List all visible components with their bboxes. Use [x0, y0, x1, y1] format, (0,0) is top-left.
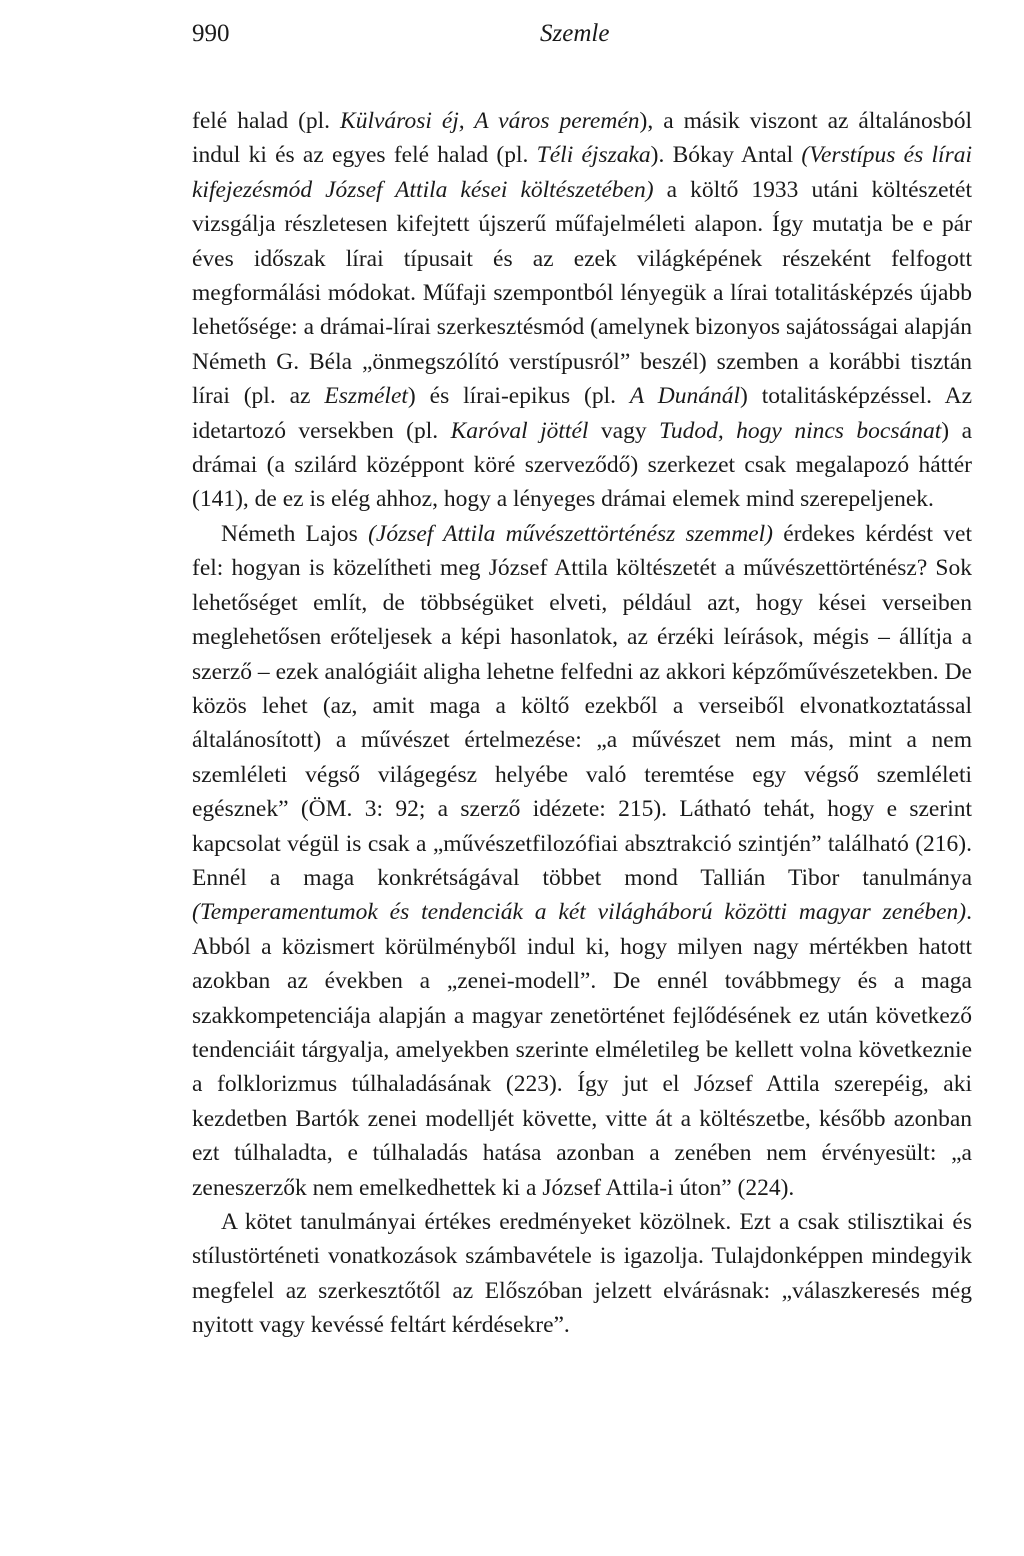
- running-title: Szemle: [540, 20, 610, 47]
- page: [192, 20, 972, 1343]
- text-run: Németh Lajos: [221, 520, 369, 547]
- text-run: ) totalitásképzéssel. Az idetartozó versekben (pl.: [192, 383, 973, 444]
- page-number: 990: [192, 20, 230, 47]
- italic-title-text: Külvárosi éj, A város peremén: [340, 108, 640, 134]
- italic-title-text: (Verstípus és lírai kifejezésmód József Attila kései költészetében): [192, 142, 972, 203]
- italic-title-text: Eszmélet: [324, 383, 408, 410]
- text-run: . Abból a közismert körülményből indul ki, hogy milyen nagy mértékben hatott azokban az években a „zenei-modell”. De ennél továbbmegy és a maga szakkompetenciája alapján a magyar zenetörténet fejlődésének ez után következő tendenciáit tárgyalja, amelyekben szerinte elméletileg be kellett volna következnie a folklorizmus túlhaladásának (223). Így jut el József Attila szerepéig, aki kezdetben Bartók zenei modelljét követte, vitte át a költészetbe, később azonban ezt túlhaladta, e túlhaladás hatása azonban a zenében nem érvényesült: „a zeneszerzők nem emelkedhettek ki a József Attila-i úton” (224).: [192, 899, 972, 1201]
- running-head: [192, 20, 972, 60]
- text-run: A kötet tanulmányai értékes eredményeket közölnek. Ezt a csak stilisztikai és stílustörténeti vonatkozások számbavétele is igazolja. Tulajdonképpen mindegyik megfelel az szerkesztőtől az Előszóban jelzett elvárásnak: „válaszkeresés még nyitott vagy kevéssé feltárt kérdésekre”.: [192, 1209, 972, 1339]
- text-run: érdekes kérdést vet fel: hogyan is közelítheti meg József Attila költészetét a művészettörténész? Sok lehetőséget említ, de többségüket elveti, például azt, hogy kései verseiben meglehetősen erőteljesek a képi hasonlatok, az érzéki leírások, mégis – állítja a szerző – ezek analógiáit aligha lehetne felfedni az akkori képzőművészetekben. De közös lehet (az, amit maga a költő ezekből a verseiből elvonatkoztatással általánosított) a művészet értelmezése: „a művészet nem más, mint a nem szemléleti végső világegész helyébe való teremtése egy végső szemléleti egésznek” (ÖM. 3: 92; a szerző idézete: 215). Látható tehát, hogy e szerint kapcsolat végül is csak a „művészetfilozófiai absztrakció szintjén” található (216). Ennél a maga konkrétságával többet mond Tallián Tibor tanulmánya: [192, 520, 972, 891]
- italic-title-text: Tudod, hogy nincs bocsánat: [659, 417, 942, 444]
- italic-title-text: (Temperamentumok és tendenciák a két világháború közötti magyar zenében): [192, 899, 967, 926]
- text-run: ), a másik viszont az általánosból indul ki és az egyes felé halad (pl.: [192, 108, 972, 169]
- review-body-text: [192, 104, 972, 1343]
- text-run: ) a drámai (a szilárd középpont köré szerveződő) szerkezet csak megalapozó háttér (141), de ez is elég ahhoz, hogy a lényeges drámai elemek mind szerepeljenek.: [192, 417, 973, 513]
- text-run: felé halad (pl.: [192, 108, 341, 134]
- paragraph: [192, 1205, 972, 1343]
- italic-title-text: (József Attila művészettörténész szemmel): [368, 520, 773, 547]
- italic-title-text: Karóval jöttél: [450, 417, 589, 444]
- italic-title-text: Téli éjszaka: [536, 142, 651, 169]
- text-run: ). Bókay Antal: [650, 142, 802, 169]
- italic-title-text: A Dunánál: [629, 383, 740, 410]
- text-run: ) és lírai-epikus (pl.: [407, 383, 630, 410]
- text-run: vagy: [588, 417, 660, 444]
- paragraph: [192, 517, 972, 1205]
- text-run: a költő 1933 utáni költészetét vizsgálja részletesen kifejtett újszerű műfajelméleti alapon. Így mutatja be e pár éves időszak lírai típusait és az ezek világképének részeként felfogott megformálási módokat. Műfaji szempontból lényegük a lírai totalitásképzés újabb lehetősége: a drámai-lírai szerkesztésmód (amelynek bizonyos sajátosságai alapján Németh G. Béla „önmegszólító verstípusról” beszél) szemben a korábbi tisztán lírai (pl. az: [192, 176, 972, 410]
- paragraph: [192, 104, 972, 517]
